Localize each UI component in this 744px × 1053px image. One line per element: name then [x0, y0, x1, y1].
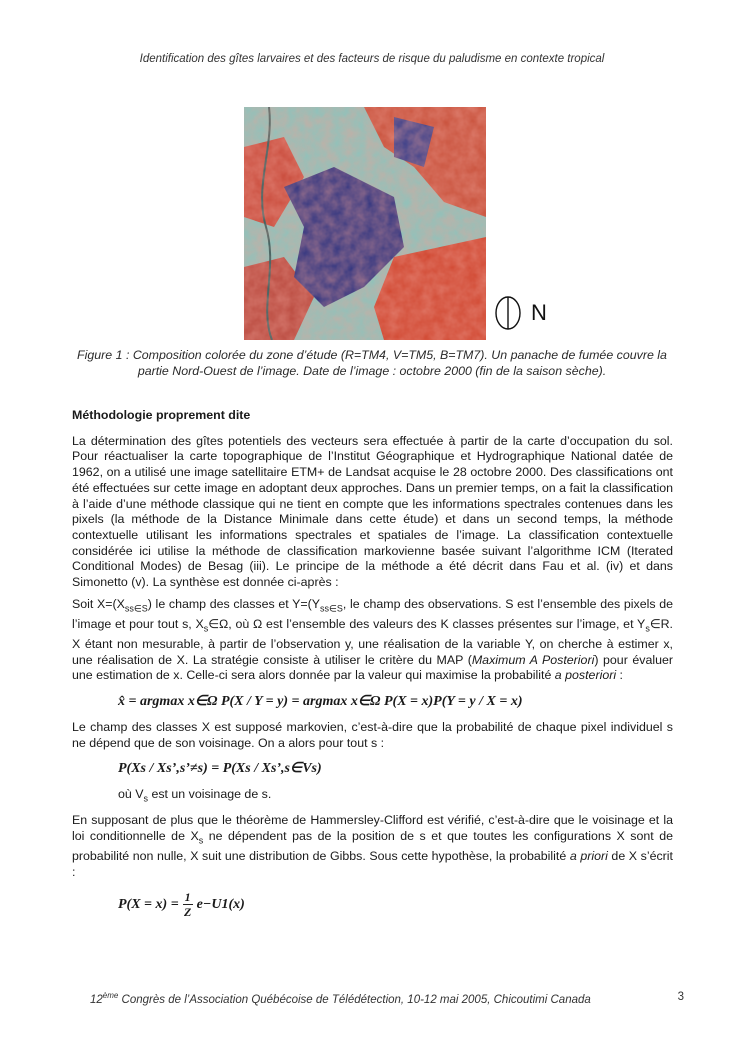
running-header: Identification des gîtes larvaires et des facteurs de risque du paludisme en contexte tropical: [139, 53, 605, 65]
north-arrow: [494, 295, 526, 340]
equation-markov: P(Xs / Xs’,s’≠s) = P(Xs / Xs’,s∈Vs): [118, 761, 322, 777]
paragraph-3: Le champ des classes X est supposé markovien, c’est-à-dire que la probabilité de chaque pixel individuel s ne dépend que de son voisinage. On a alors pour tout s :: [72, 719, 673, 750]
north-label: N: [531, 300, 547, 325]
paragraph-5: En supposant de plus que le théorème de Hammersley-Clifford est vérifié, c’est-à-dire que le voisinage et la loi conditionnelle de $X_s$ ne dépendent pas de la position de s et que toutes les configurations X sont de probabilité non nulle, X suit une distribution de Gibbs. Sous cette hypothèse, la probabilité a priori de X s’écrit :: [72, 813, 673, 879]
paragraph-2: Soit $X=(X_{ss\in S})$ le champ des classes et $Y=(Y_{ss\in S}$, le champ des observations. S est l’ensemble des pixels de l’image et pour tout s, $X_s\in\Omega$, où Ω est l’ensemble des valeurs des K classes présentes sur l’image, et $Y_s\in R$. X étant non mesurable, à partir de l’observation y, une réalisation de la variable Y, on cherche à estimer x, une réalisation de X. La stratégie consiste à utiliser le critère du MAP (Maximum A Posteriori) pour évaluer une estimation de x. Celle-ci sera alors donnée par la valeur qui maximise la probabilité a posteriori :: [72, 596, 674, 683]
section-title: Méthodologie proprement dite: [72, 408, 251, 422]
equation-map: x̂ = argmax x∈Ω P(X / Y = y) = argmax x∈Ω P(X = x)P(Y = y / X = x): [118, 694, 523, 710]
equation-gibbs: P(X = x) = $\frac{1}{Z}$ e−U1(x): [118, 890, 245, 920]
page-number: 3: [677, 991, 684, 1003]
figure-caption: Figure 1 : Composition colorée du zone d’étude (R=TM4, V=TM5, B=TM7). Un panache de fumée couvre la partie Nord-Ouest de l’image. Date de l’image : octobre 2000 (fin de la saison sèche).: [77, 348, 667, 378]
satellite-image: [244, 107, 486, 340]
paragraph-4: où $V_s$ est un voisinage de s.: [118, 787, 272, 804]
paragraph-1: La détermination des gîtes potentiels des vecteurs sera effectuée à partir de la carte d’occupation du sol. Pour réactualiser la carte topographique de l’Institut Géographique et Hydrographique National datée de 1962, on a utilisé une image satellitaire ETM+ de Landsat acquise le 28 octobre 2000. Des classifications ont été effectuées sur cette image en adoptant deux approches. Dans un premier temps, on a fait la classification à l’aide d’une méthode classique qui ne tient en compte que les informations spectrales contenues dans les pixels (la méthode de la Distance Minimale dans cette étude) et dans un second temps, la méthode contextuelle utilisant les informations spectrales et spatiales de l’image. La classification contextuelle considérée ici utilise la méthode de classification markovienne basée suivant l’algorithme ICM (Iterated Conditional Modes) de Besag (iii). Le principe de la méthode a été décrit dans Fau et al. (iv) et dans Simonetto (v). La synthèse est donnée ci-après :: [72, 433, 673, 590]
body-text: [72, 408, 673, 929]
footer: 12ème Congrès de l’Association Québécoise de Télédétection, 10-12 mai 2005, Chicoutimi Canada 3: [90, 991, 684, 1006]
